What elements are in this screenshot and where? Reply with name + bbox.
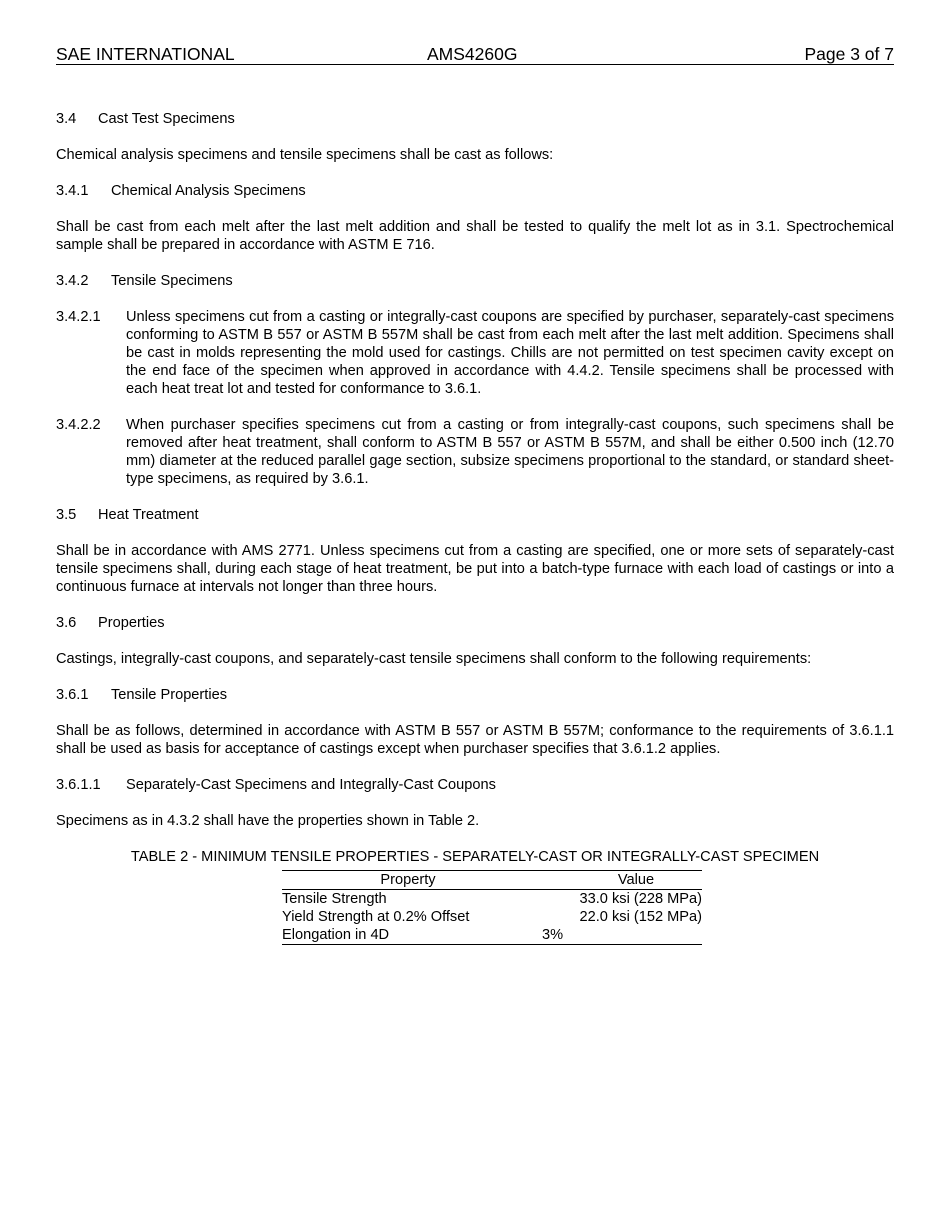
section-number: 3.4.2.1 [56,309,101,325]
header-org: SAE INTERNATIONAL [56,44,235,64]
column-header-value: Value [617,872,655,888]
section-title: Tensile Properties [111,687,227,703]
property-cell: Tensile Strength [282,891,387,907]
section-title: Heat Treatment [98,507,199,523]
section-title: Cast Test Specimens [98,111,235,127]
section-title: Chemical Analysis Specimens [111,183,306,199]
section-title: Properties [98,615,165,631]
value-cell: 22.0 ksi (152 MPa) [579,909,702,925]
section-3-4-2-heading [56,272,894,290]
section-3-6-1-heading [56,686,894,704]
header-page-number: Page 3 of 7 [804,44,894,64]
column-header-property: Property [380,872,436,888]
section-title: Tensile Specimens [111,273,233,289]
section-3-5-text: Shall be in accordance with AMS 2771. Unless specimens cut from a casting are specified, one or more sets of separately-cast tensile specimens shall, during each stage of heat treatment, be put into a batch-type furnace with each load of castings or into a continuous furnace at intervals not longer than three hours. [56,543,894,595]
table-2-title: TABLE 2 - MINIMUM TENSILE PROPERTIES - SEPARATELY-CAST OR INTEGRALLY-CAST SPECIMEN [130,849,820,865]
property-cell: Yield Strength at 0.2% Offset [282,909,470,925]
section-text: When purchaser specifies specimens cut from a casting or from integrally-cast coupons, such specimens shall be removed after heat treatment, shall conform to ASTM B 557 or ASTM B 557M, and shall be either 0.500 inch (12.70 mm) diameter at the reduced parallel gage section, subsize specimens proportional to the standard, or standard sheet-type specimens, as required by 3.6.1. [126,417,894,487]
property-cell: Elongation in 4D [282,927,390,943]
table-2 [282,870,702,945]
section-3-4-2-1 [56,308,894,398]
value-cell: 3% [542,927,564,943]
section-number: 3.6.1 [56,687,89,703]
section-3-4-heading [56,110,894,128]
section-number: 3.6.1.1 [56,777,101,793]
section-3-5-heading [56,506,894,524]
section-title: Separately-Cast Specimens and Integrally-Cast Coupons [126,777,496,793]
section-3-4-1-text: Shall be cast from each melt after the last melt addition and shall be tested to qualify the melt lot as in 3.1. Spectrochemical sample shall be prepared in accordance with ASTM E 716. [56,219,894,253]
section-3-6-1-1-heading [56,776,894,794]
section-number: 3.6 [56,615,77,631]
section-3-4-intro: Chemical analysis specimens and tensile specimens shall be cast as follows: [56,147,554,163]
document-body [56,110,894,945]
section-3-4-1-heading [56,182,894,200]
table-row [282,926,702,945]
section-3-6-text: Castings, integrally-cast coupons, and separately-cast tensile specimens shall conform to the following requirements: [56,651,812,667]
table-row [282,890,702,909]
header-doc-number: AMS4260G [427,44,518,64]
table-header-row [282,871,702,890]
table-row [282,908,702,926]
section-3-6-1-1-text: Specimens as in 4.3.2 shall have the properties shown in Table 2. [56,813,480,829]
section-3-4-2-2 [56,416,894,488]
section-number: 3.4.2.2 [56,417,101,433]
section-number: 3.5 [56,507,77,523]
section-number: 3.4 [56,111,77,127]
section-3-6-heading [56,614,894,632]
section-number: 3.4.2 [56,273,89,289]
page-header [56,44,894,65]
section-3-6-1-text: Shall be as follows, determined in accordance with ASTM B 557 or ASTM B 557M; conformance to the requirements of 3.6.1.1 shall be used as basis for acceptance of castings except when purchaser specifies that 3.6.1.2 applies. [56,723,894,757]
value-cell: 33.0 ksi (228 MPa) [579,891,702,907]
section-text: Unless specimens cut from a casting or integrally-cast coupons are specified by purchaser, separately-cast specimens conforming to ASTM B 557 or ASTM B 557M shall be cast from each melt after the last melt addition. Specimens shall be cast in molds representing the mold used for castings. Chills are not permitted on test specimen cavity except on the end face of the specimen when approved in accordance with 4.4.2. Tensile specimens shall be processed with each heat treat lot and tested for conformance to 3.6.1. [126,309,894,397]
section-number: 3.4.1 [56,183,89,199]
